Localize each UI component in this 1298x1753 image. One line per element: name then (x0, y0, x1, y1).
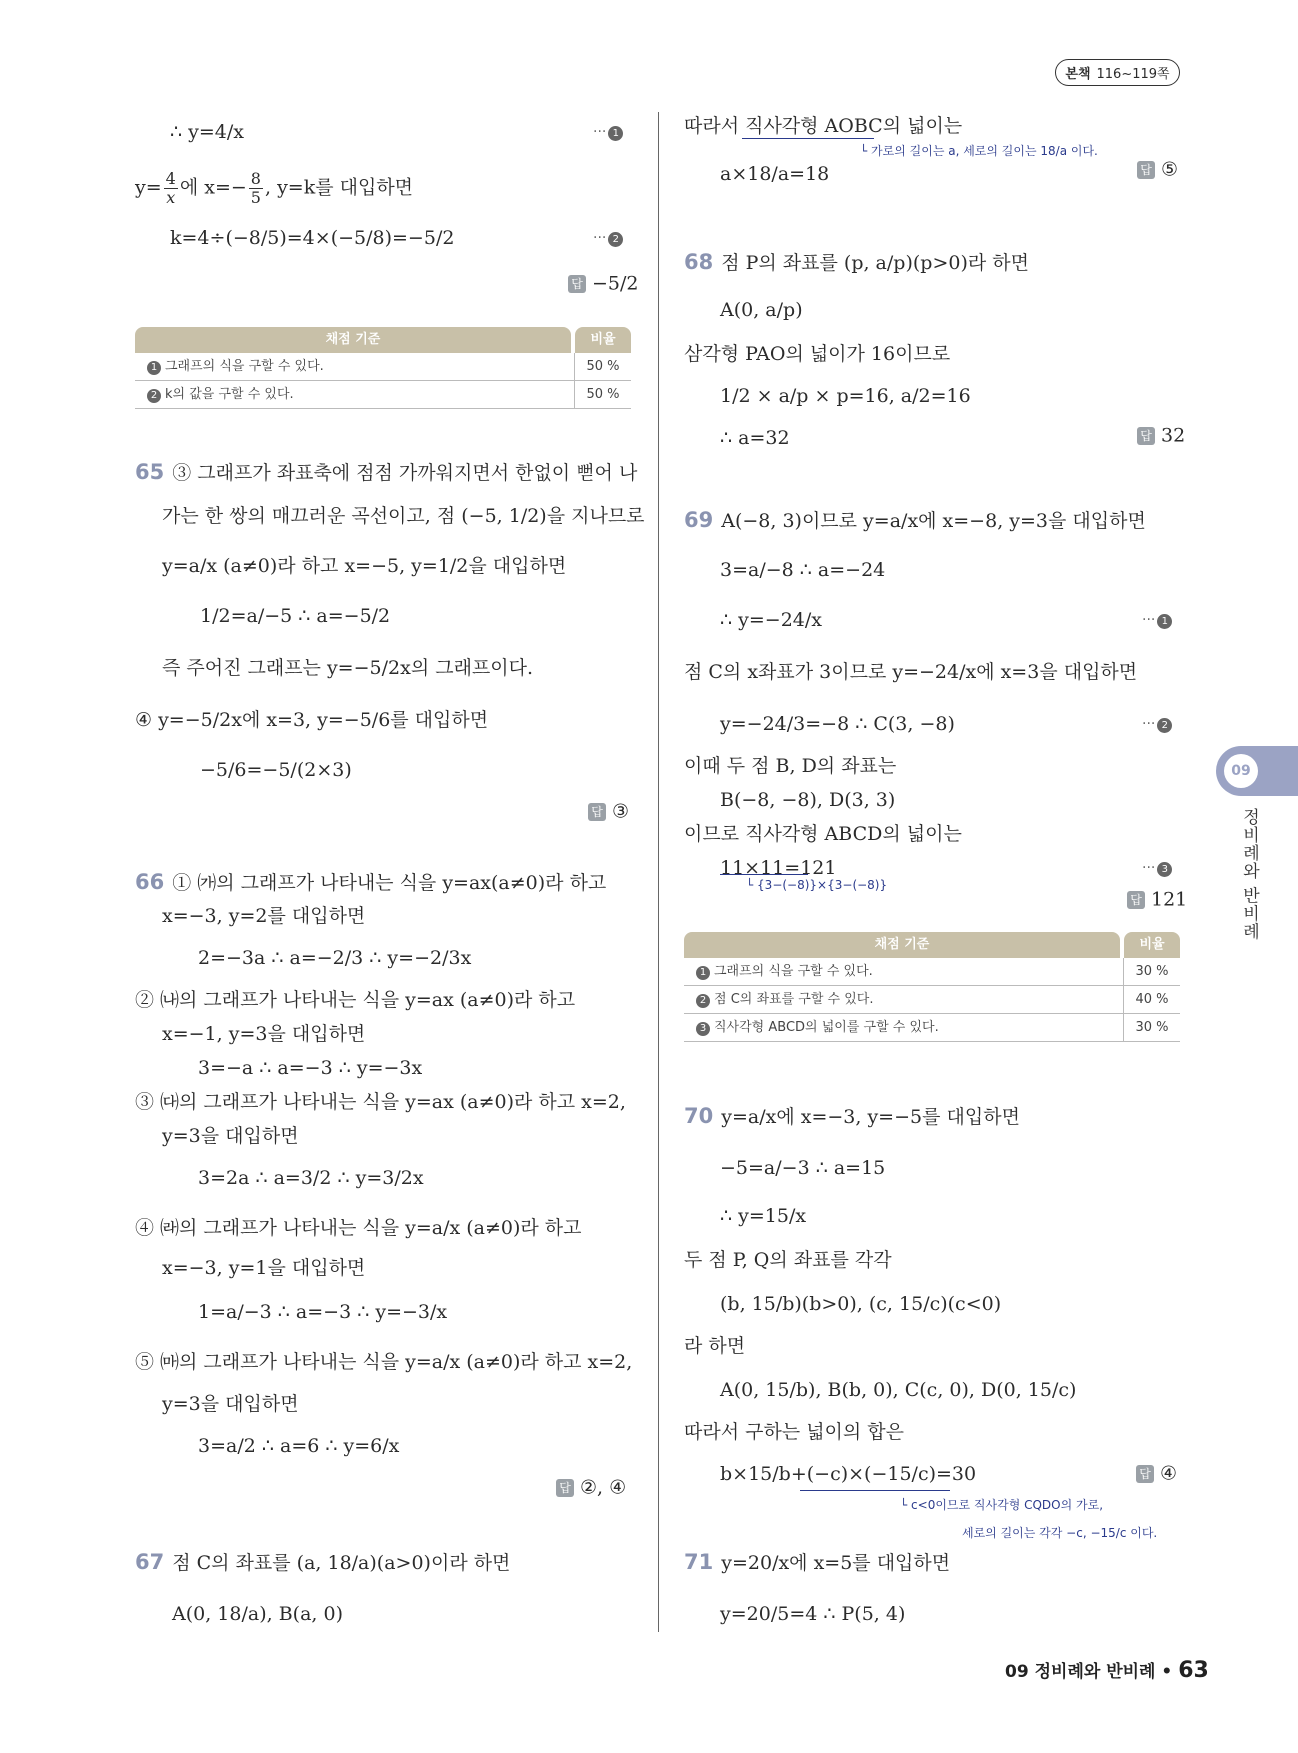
table-row: 3 직사각형 ABCD의 넓이를 구할 수 있다. 30 % (684, 1014, 1180, 1042)
footer-chapter-name: 정비례와 반비례 (1034, 1662, 1156, 1682)
note-underline (800, 1490, 950, 1491)
q70-line-8: 따라서 구하는 넓이의 합은 (684, 1421, 905, 1443)
q67-line-2: A(0, 18/a), B(a, 0) (172, 1603, 343, 1625)
q65-line-3: y=a/x (a≠0)라 하고 x=−5, y=1/2을 대입하면 (162, 555, 567, 577)
q64-answer: 답 −5/2 (568, 272, 639, 295)
q66-line-11: x=−3, y=1을 대입하면 (162, 1257, 366, 1279)
q69-line-9: 11×11=121 (720, 857, 837, 879)
step-marker-2: ··· 2 (1142, 716, 1172, 733)
page-footer (1005, 1657, 1209, 1683)
q66-line-4: ② ㈏의 그래프가 나타내는 식을 y=ax (a≠0)라 하고 (135, 989, 576, 1011)
badge-label: 본책 (1065, 67, 1091, 82)
q69-line-7: B(−8, −8), D(3, 3) (720, 789, 896, 811)
q66-line-3: 2=−3a ∴ a=−2/3 ∴ y=−2/3x (198, 947, 472, 969)
q70-answer: 답 ④ (1136, 1462, 1177, 1485)
q66-line-6: 3=−a ∴ a=−3 ∴ y=−3x (198, 1057, 423, 1079)
q65-line-5: 즉 주어진 그래프는 y=−5/2x의 그래프이다. (162, 657, 534, 679)
step-marker-1: ··· 1 (1142, 612, 1172, 629)
q69-line-4: 점 C의 x좌표가 3이므로 y=−24/x에 x=3을 대입하면 (684, 661, 1138, 683)
q69-line-6: 이때 두 점 B, D의 좌표는 (684, 755, 897, 777)
q69-line-3: ∴ y=−24/x (720, 609, 822, 631)
grading-table-69 (684, 932, 1180, 1042)
q67-line-1: 67 점 C의 좌표를 (a, 18/a)(a>0)이라 하면 (135, 1550, 511, 1574)
q66-line-12: 1=a/−3 ∴ a=−3 ∴ y=−3/x (198, 1301, 448, 1323)
q68-line-1: 68 점 P의 좌표를 (p, a/p)(p>0)라 하면 (684, 250, 1029, 274)
q70-line-7: A(0, 15/b), B(b, 0), C(c, 0), D(0, 15/c) (720, 1379, 1077, 1401)
step-marker-2: ··· 2 (593, 230, 623, 247)
q66-line-2: x=−3, y=2를 대입하면 (162, 905, 366, 927)
q65-line-6: ④ y=−5/2x에 x=3, y=−5/6를 대입하면 (135, 709, 489, 731)
q65-line-4: 1/2=a/−5 ∴ a=−5/2 (200, 605, 391, 627)
q70-line-6: 라 하면 (684, 1335, 746, 1357)
chapter-number: 09 (1224, 754, 1258, 788)
q66-line-10: ④ ㈑의 그래프가 나타내는 식을 y=a/x (a≠0)라 하고 (135, 1217, 582, 1239)
q70-line-3: ∴ y=15/x (720, 1205, 807, 1227)
q67-answer: 답 ⑤ (1137, 158, 1178, 181)
table-row: 1 그래프의 식을 구할 수 있다. 50 % (135, 353, 631, 381)
q68-line-5: ∴ a=32 (720, 427, 790, 449)
table-row: 2 k의 값을 구할 수 있다. 50 % (135, 381, 631, 409)
q70-note-1: └ c<0이므로 직사각형 CQDO의 가로, (900, 1498, 1104, 1512)
table-header-criteria: 채점 기준 (135, 327, 571, 353)
q69-line-1: 69 A(−8, 3)이므로 y=a/x에 x=−8, y=3을 대입하면 (684, 508, 1146, 532)
q66-line-1: 66 ① ㈎의 그래프가 나타내는 식을 y=ax(a≠0)라 하고 (135, 870, 607, 894)
q71-line-2: y=20/5=4 ∴ P(5, 4) (720, 1603, 906, 1625)
q66-line-7: ③ ㈐의 그래프가 나타내는 식을 y=ax (a≠0)라 하고 x=2, (135, 1091, 626, 1113)
q65-line-7: −5/6=−5/(2×3) (200, 759, 352, 781)
q66-line-8: y=3을 대입하면 (162, 1125, 299, 1147)
q68-line-4: 1/2 × a/p × p=16, a/2=16 (720, 385, 971, 407)
step-marker-1: ··· 1 (593, 124, 623, 141)
q65-line-1: 65 ③ 그래프가 좌표축에 점점 가까워지면서 한없이 뻗어 나 (135, 460, 638, 484)
q70-line-1: 70 y=a/x에 x=−3, y=−5를 대입하면 (684, 1104, 1020, 1128)
q66-line-5: x=−1, y=3을 대입하면 (162, 1023, 366, 1045)
page-reference-badge (1055, 59, 1180, 86)
q66-answer: 답 ②, ④ (556, 1476, 626, 1499)
chapter-tab (1216, 746, 1298, 796)
note-underline (742, 138, 874, 139)
q64-line-2: y= $\frac{4}{x}$ 에 x=− $\frac{8}{5}$ , y=k를 대입하면 (135, 169, 414, 207)
q68-answer: 답 32 (1137, 424, 1185, 447)
q68-line-2: A(0, a/p) (720, 299, 803, 321)
q70-line-2: −5=a/−3 ∴ a=15 (720, 1157, 886, 1179)
q70-line-4: 두 점 P, Q의 좌표를 각각 (684, 1249, 892, 1271)
q65-answer: 답 ③ (588, 800, 629, 823)
q70-line-9: b×15/b+(−c)×(−15/c)=30 (720, 1463, 977, 1485)
q69-answer: 답 121 (1127, 888, 1187, 911)
footer-bullet: • (1161, 1662, 1173, 1682)
step-marker-3: ··· 3 (1142, 860, 1172, 877)
q66-line-13: ⑤ ㈒의 그래프가 나타내는 식을 y=a/x (a≠0)라 하고 x=2, (135, 1351, 633, 1373)
q67-note: └ 가로의 길이는 a, 세로의 길이는 18/a 이다. (860, 144, 1098, 158)
note-underline (720, 874, 808, 875)
table-header-criteria: 채점 기준 (684, 932, 1120, 958)
table-header-ratio: 비율 (1124, 932, 1180, 958)
q69-line-5: y=−24/3=−8 ∴ C(3, −8) (720, 713, 955, 735)
q70-note-2: 세로의 길이는 각각 −c, −15/c 이다. (962, 1526, 1158, 1540)
q69-line-2: 3=a/−8 ∴ a=−24 (720, 559, 886, 581)
badge-range: 116~119쪽 (1096, 67, 1170, 82)
column-divider (658, 112, 659, 1632)
table-header-ratio: 비율 (575, 327, 631, 353)
q68-line-3: 삼각형 PAO의 넓이가 16이므로 (684, 343, 951, 365)
q67-cont-line-2: a×18/a=18 (720, 163, 830, 185)
q67-cont-line-1: 따라서 직사각형 AOBC의 넓이는 (684, 115, 963, 137)
footer-chapter-number: 09 (1005, 1662, 1029, 1682)
q71-line-1: 71 y=20/x에 x=5를 대입하면 (684, 1550, 951, 1574)
page-number: 63 (1178, 1658, 1209, 1683)
chapter-side-label: 정비례와 반비례 (1239, 808, 1259, 941)
q66-line-14: y=3을 대입하면 (162, 1393, 299, 1415)
table-row: 1 그래프의 식을 구할 수 있다. 30 % (684, 958, 1180, 986)
q69-line-8: 이므로 직사각형 ABCD의 넓이는 (684, 823, 962, 845)
q66-line-15: 3=a/2 ∴ a=6 ∴ y=6/x (198, 1435, 400, 1457)
q70-line-5: (b, 15/b)(b>0), (c, 15/c)(c<0) (720, 1293, 1002, 1315)
grading-table-64 (135, 327, 631, 409)
q64-line-3: k=4÷(−8/5)=4×(−5/8)=−5/2 (170, 227, 455, 249)
q66-line-9: 3=2a ∴ a=3/2 ∴ y=3/2x (198, 1167, 424, 1189)
table-row: 2 점 C의 좌표를 구할 수 있다. 40 % (684, 986, 1180, 1014)
q65-line-2: 가는 한 쌍의 매끄러운 곡선이고, 점 (−5, 1/2)을 지나므로 (162, 505, 645, 527)
q69-note: └ {3−(−8)}×{3−(−8)} (746, 878, 888, 892)
q64-line-1: ∴ y=4/x (170, 121, 244, 143)
